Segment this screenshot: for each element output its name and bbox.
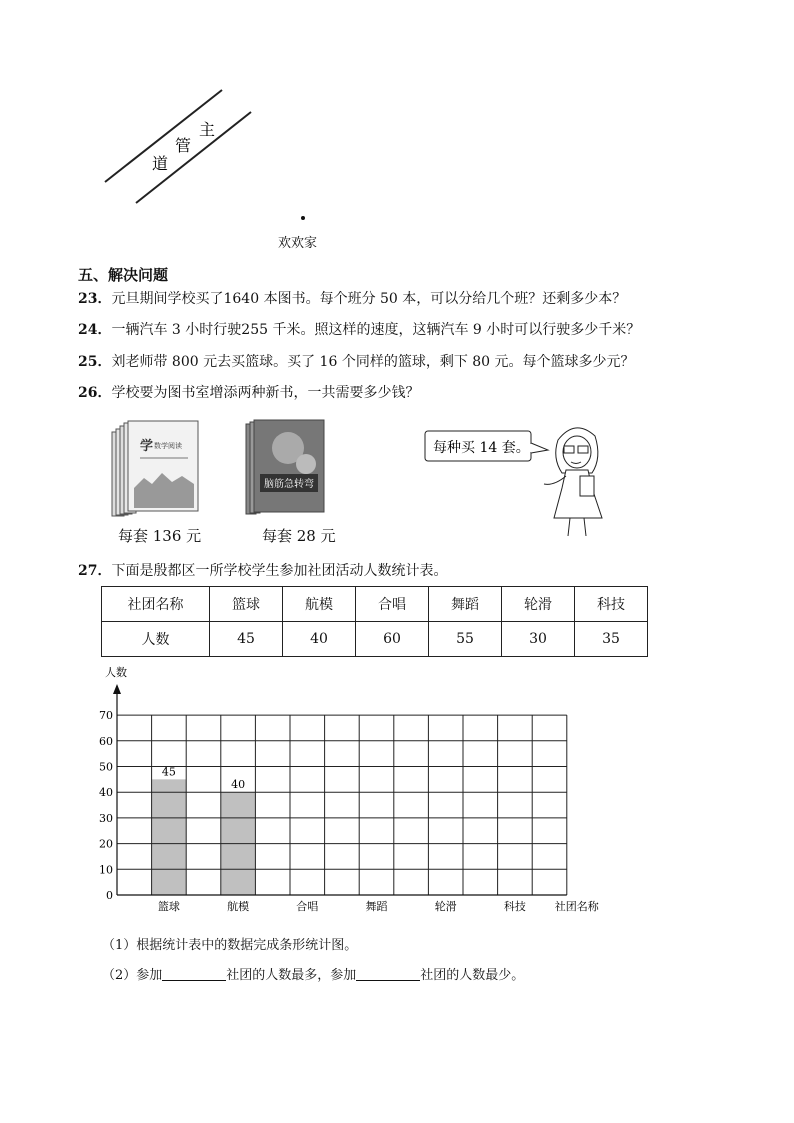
answer-blank-least[interactable] — [356, 966, 420, 981]
table-cell: 40 — [283, 622, 356, 657]
question-23 — [78, 289, 626, 309]
house-point — [301, 216, 305, 220]
y-tick-label: 50 — [99, 760, 113, 774]
question-24 — [78, 320, 640, 340]
table-header-row — [102, 587, 648, 622]
y-tick-label: 30 — [99, 811, 113, 825]
question-number: 26． — [78, 385, 112, 401]
book-set-1-image — [110, 418, 205, 518]
subquestion-1: （1）根据统计表中的数据完成条形统计图。 — [102, 938, 358, 953]
y-tick-label: 0 — [106, 889, 113, 902]
x-axis-label: 社团名称 — [554, 900, 599, 913]
book-1-cover-title: 学 — [140, 439, 154, 454]
question-text: 一辆汽车 3 小时行驶255 千米。照这样的速度，这辆汽车 9 小时可以行驶多少千米？ — [111, 322, 641, 338]
table-cell: 舞蹈 — [429, 587, 502, 622]
bar-篮球 — [152, 779, 187, 895]
subquestion-2 — [102, 964, 524, 983]
pipe-diagram — [100, 85, 260, 210]
table-cell: 30 — [502, 622, 575, 657]
bar-chart — [90, 660, 620, 920]
y-axis-arrow — [113, 684, 121, 694]
question-25 — [78, 352, 635, 372]
y-tick-label: 40 — [99, 786, 113, 800]
table-cell: 60 — [356, 622, 429, 657]
y-tick-label: 20 — [99, 837, 113, 851]
section-title: 五、解决问题 — [78, 266, 169, 284]
y-tick-label: 70 — [99, 709, 113, 723]
speech-text: 每种买 14 套。 — [433, 440, 530, 456]
question-text: 学校要为图书室增添两种新书，一共需要多少钱？ — [111, 385, 420, 401]
teacher-illustration — [420, 418, 610, 543]
x-tick-label: 航模 — [227, 900, 250, 913]
y-tick-label: 60 — [99, 734, 113, 748]
table-cell: 航模 — [283, 587, 356, 622]
subquestion-2-part-b: 社团的人数最多，参加 — [226, 968, 357, 983]
book-set-1-price: 每套 136 元 — [118, 527, 202, 545]
table-cell: 社团名称 — [102, 587, 210, 622]
table-cell: 轮滑 — [502, 587, 575, 622]
answer-blank-most[interactable] — [162, 966, 226, 981]
y-axis-label: 人数 — [105, 666, 127, 679]
x-tick-label: 科技 — [503, 900, 526, 913]
question-text: 刘老师带 800 元去买篮球。买了 16 个同样的篮球，剩下 80 元。每个篮球多少元？ — [111, 354, 635, 370]
x-tick-label: 舞蹈 — [365, 900, 388, 913]
stats-table — [101, 586, 648, 657]
table-cell: 篮球 — [210, 587, 283, 622]
table-row — [102, 622, 648, 657]
book-1-cover-subtitle: 数学阅读 — [154, 442, 182, 450]
bar-value-label: 45 — [161, 765, 176, 779]
table-cell: 35 — [575, 622, 648, 657]
pipe-char-1: 主 — [199, 120, 216, 139]
book-2-cover-title: 脑筋急转弯 — [264, 479, 314, 490]
x-tick-label: 合唱 — [296, 900, 319, 913]
question-number: 24． — [78, 322, 112, 338]
table-cell: 合唱 — [356, 587, 429, 622]
subquestion-2-part-c: 社团的人数最少。 — [420, 968, 525, 983]
question-text: 下面是殷都区一所学校学生参加社团活动人数统计表。 — [111, 563, 448, 579]
y-tick-label: 10 — [99, 863, 113, 877]
table-cell: 科技 — [575, 587, 648, 622]
question-26 — [78, 383, 419, 403]
question-number: 27． — [78, 563, 112, 579]
table-cell: 45 — [210, 622, 283, 657]
book-set-2-image — [244, 418, 329, 518]
question-number: 23． — [78, 291, 112, 307]
table-cell: 55 — [429, 622, 502, 657]
pipe-char-2: 管 — [175, 136, 192, 155]
question-27 — [78, 561, 447, 581]
house-label: 欢欢家 — [278, 236, 318, 251]
table-cell: 人数 — [102, 622, 210, 657]
x-tick-label: 轮滑 — [434, 900, 457, 913]
question-number: 25． — [78, 354, 112, 370]
question-text: 元旦期间学校买了1640 本图书。每个班分 50 本，可以分给几个班？还剩多少本？ — [111, 291, 627, 307]
x-tick-label: 篮球 — [157, 900, 180, 913]
subquestion-2-part-a: （2）参加 — [102, 968, 163, 983]
bar-value-label: 40 — [231, 778, 246, 792]
pipe-char-3: 道 — [152, 154, 169, 173]
book-set-2-price: 每套 28 元 — [262, 527, 336, 545]
